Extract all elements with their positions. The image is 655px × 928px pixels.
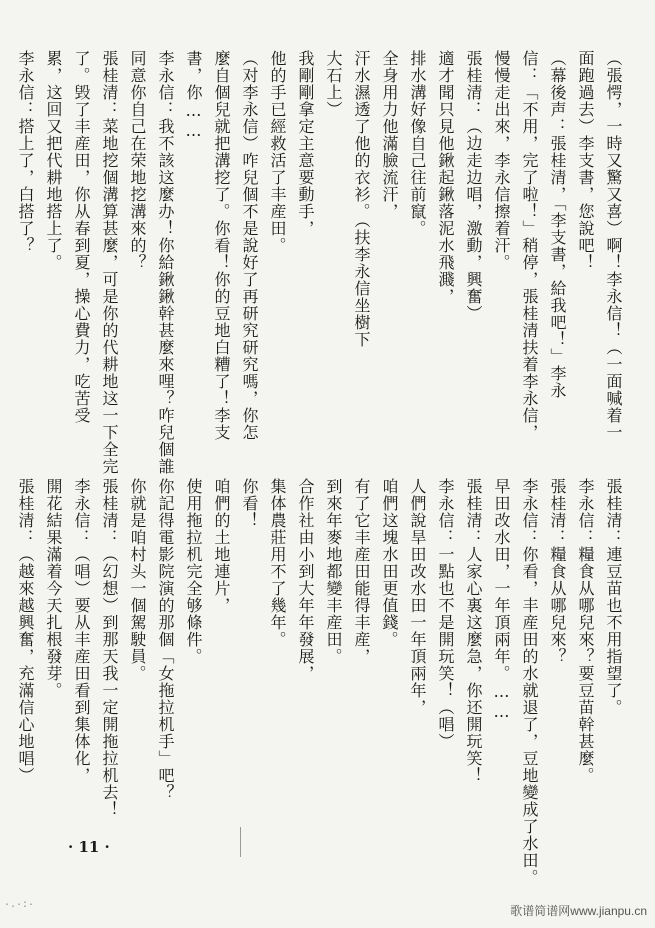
text-column: 排水溝好像自己往前竄。 — [408, 50, 427, 237]
text-column: 累，这回又把代耕地搭上了。 — [44, 50, 63, 271]
site-watermark: 歌谱简谱网www.jianpu.cn — [510, 904, 647, 918]
page-number: · 11 · — [68, 838, 110, 856]
text-column: （对李永信）咋兒個不是說好了再研究研究嗎，你怎 — [240, 50, 259, 441]
text-column: 開花結果滿着今天扎根發芽。 — [44, 478, 63, 699]
text-column: 信：「不用，完了啦！」稍停，張桂清扶着李永信， — [520, 50, 539, 441]
text-column: 面跑過去）李支書，您說吧！ — [576, 50, 595, 271]
gutter-mark — [240, 827, 241, 857]
text-column: （張愕，一時又驚又喜）啊！李永信！（一面喊着一 — [604, 50, 623, 441]
text-column: 同意你自己在荣地挖溝來的？ — [128, 50, 147, 271]
text-column: 李永信：糧食从哪兒來？要豆苗幹甚麼。 — [576, 478, 595, 784]
text-column: 集体農莊用不了幾年。 — [268, 478, 287, 648]
text-column: 咱們的土地連片， — [212, 478, 231, 614]
text-column: 汗水濕透了他的衣衫。（扶李永信坐樹下 — [352, 50, 371, 348]
text-column: 李永信：我不該这麼办！你給鍬鍬幹甚麼來哩？咋兒個誰 — [156, 50, 175, 475]
text-column: 李永信：（唱）要从丰産田看到集体化， — [72, 478, 91, 784]
text-column: （幕後声：張桂清，「李支書，給我吧！」李永 — [548, 50, 567, 399]
text-column: 李永信：一點也不是開玩笑！（唱） — [436, 478, 455, 750]
text-column: 人們說旱田改水田一年頂兩年， — [408, 478, 427, 716]
text-column: 慢慢走出來，李永信擦着汗。 — [492, 50, 511, 271]
text-column: 張桂清：（幻想）到那天我一定開拖拉机去！ — [100, 478, 119, 818]
script-text-upper — [11, 50, 627, 475]
text-column: 張桂清：（越來越興奮，充滿信心地唱） — [16, 478, 35, 784]
text-column: 書，你…… — [184, 50, 203, 141]
text-column: 張桂清：菜地挖個溝算甚麼，可是你的代耕地这一下全完 — [100, 50, 119, 475]
text-column: 他的手已經救活了丰産田。 — [268, 50, 287, 254]
text-column: 咱們这塊水田更值錢。 — [380, 478, 399, 648]
text-column: 張桂清：糧食从哪兒來？ — [548, 478, 567, 665]
text-column: 我剛剛拿定主意要動手， — [296, 50, 315, 237]
text-column: 有了它丰産田能得丰産， — [352, 478, 371, 665]
text-column: 到來年麥地都變丰産田。 — [324, 478, 343, 665]
text-column: 適才聞只見他鍬起鍬落泥水飛濺， — [436, 50, 455, 305]
text-column: 李永信：搭上了，白搭了？ — [16, 50, 35, 254]
margin-dots: ·.·:· — [4, 900, 35, 911]
text-column: 你就是咱村头一個駕駛員。 — [128, 478, 147, 682]
text-column: 麼自個兒就把溝挖了。你看！你的豆地白糟了！李支 — [212, 50, 231, 441]
text-column: 張桂清：連豆苗也不用指望了。 — [604, 478, 623, 716]
text-column: 張桂清：（边走边唱，激動，興奮） — [464, 50, 483, 322]
text-column: 全身用力他滿臉流汗， — [380, 50, 399, 220]
text-column: 使用拖拉机完全够條件。 — [184, 478, 203, 665]
text-column: 你記得電影院演的那個「女拖拉机手」吧？ — [156, 478, 175, 801]
text-column: 你看！ — [240, 478, 259, 529]
text-column: 大石上） — [324, 50, 343, 118]
text-column: 了。毁了丰産田，你从春到夏，操心費力，吃苦受 — [72, 50, 91, 424]
text-column: 張桂清：人家心裏这麼急，你还開玩笑！ — [464, 478, 483, 784]
text-column: 李永信：你看，丰産田的水就退了，豆地變成了水田。 — [520, 478, 539, 886]
text-column: 早田改水田，一年頂兩年。…… — [492, 478, 511, 722]
text-column: 合作社由小到大年年發展， — [296, 478, 315, 682]
